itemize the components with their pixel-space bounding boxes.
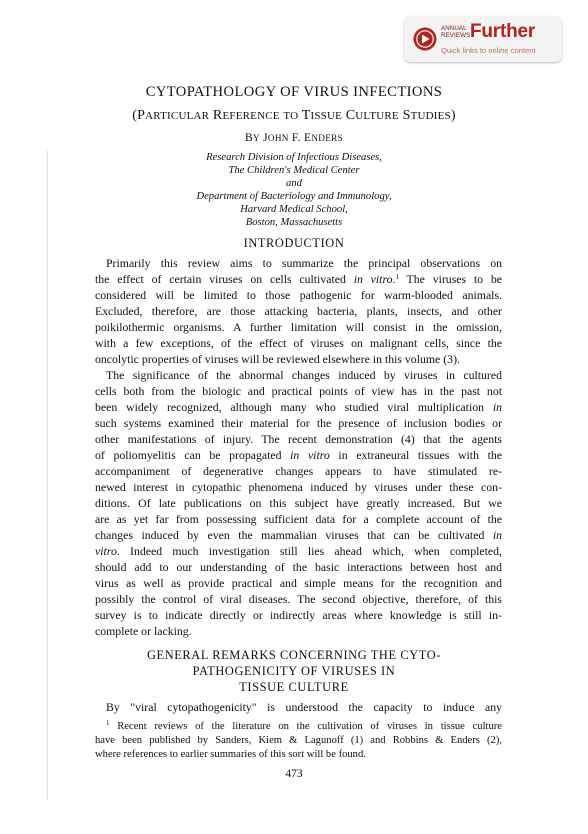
affiliation-line: The Children's Medical Center	[228, 165, 360, 176]
body-line: other manifestations of injury. The recent demonstration (4) that the agents	[95, 432, 502, 446]
body-line: accompaniment of degenerative changes appears to have stimulated re-	[95, 464, 502, 478]
author-name: JOHN F. ENDERS	[263, 132, 343, 144]
section-heading-general-remarks: PATHOGENICITY OF VIRUSES IN	[192, 664, 396, 678]
affiliation-line: Department of Bacteriology and Immunology,	[196, 191, 392, 202]
body-line: Primarily this review aims to summarize the principal observations on	[106, 256, 502, 270]
further-word: Further	[470, 21, 536, 42]
affiliation-line: Research Division of Infectious Diseases,	[206, 152, 382, 163]
subtitle-open-paren: (	[132, 108, 138, 123]
footnote-line: where references to earlier summaries of this sort will be found.	[95, 749, 366, 760]
further-subtitle: Quick links to online content	[441, 46, 536, 55]
article-title: CYTOPATHOLOGY OF VIRUS INFECTIONS	[145, 84, 443, 100]
section-heading-general-remarks: TISSUE CULTURE	[239, 680, 349, 694]
subtitle-close-paren: )	[450, 108, 456, 123]
body-line: are as yet far from possessing sufficient data for a complete account of the	[95, 512, 502, 526]
footnote-line: have been published by Sanders, Kiem & Lagunoff (1) and Robbins & Enders (2),	[95, 735, 502, 746]
section-heading-introduction: INTRODUCTION	[243, 236, 345, 250]
body-line: The significance of the abnormal changes induced by viruses in cultured	[106, 368, 502, 382]
section-heading-general-remarks: GENERAL REMARKS CONCERNING THE CYTO-	[147, 648, 441, 662]
body-line: poikilothermic organisms. A further limitation will consist in the omission,	[95, 320, 502, 334]
reviews-text: REVIEWS	[441, 32, 471, 39]
footnote-line: $^1$ Recent reviews of the literature on the cultivation of viruses in tissue culture	[106, 719, 502, 732]
body-line: cells both from the biologic and practical points of view has in the past not	[95, 384, 502, 398]
body-line: oncolytic properties of viruses will be reviewed elsewhere in this volume (3).	[95, 352, 460, 366]
body-line: possibly the control of viral diseases. The second objective, therefore, of this	[95, 592, 502, 606]
body-line: the effect of certain viruses on cells cultivated in vitro.$^1$ The viruses to be	[95, 272, 503, 286]
article-subtitle	[0, 108, 588, 124]
body-line: been widely recognized, although many who studied viral multiplication in	[95, 400, 502, 414]
annual-reviews-wordmark	[441, 25, 470, 39]
body-line: newed interest in cytopathic phenomena induced by viruses under these con-	[95, 480, 502, 494]
body-line: such systems examined their material for the presence of inclusion bodies or	[95, 416, 502, 430]
subtitle-word: CULTURE	[345, 108, 399, 123]
subtitle-word: PARTICULAR	[137, 108, 210, 123]
body-line: ditions. Of late publications on this subject have greatly increased. But we	[95, 496, 502, 510]
body-line: virus as well as provide practical and simple means for the recognition and	[95, 576, 502, 590]
body-line: of poliomyelitis can be propagated in vitro in extraneural tissues with the	[95, 448, 503, 462]
page-number: 473	[285, 768, 303, 780]
body-line: survey is to indicate directly or indirectly areas where knowledge is still in-	[95, 608, 502, 622]
body-line: considered will be limited to those pathogenic for warm-blooded animals.	[95, 288, 502, 302]
body-line: with a few exceptions, of the effect of viruses on malignant cells, since the	[95, 336, 502, 350]
annual-text: ANNUAL	[441, 25, 467, 32]
affiliation-line: and	[286, 178, 302, 189]
body-line: By "viral cytopathogenicity" is understood the capacity to induce any	[106, 700, 502, 714]
body-line: changes induced by even the mammalian viruses that can be cultivated in	[95, 528, 502, 542]
author-by: BY	[245, 132, 260, 144]
subtitle-word: TO	[283, 110, 299, 122]
body-line: should add to our understanding of the basic interactions between host and	[95, 560, 502, 574]
affiliation-line: Boston, Massachusetts	[245, 217, 343, 228]
body-line: Excluded, therefore, are those attacking bacteria, plants, insects, and other	[95, 304, 502, 318]
subtitle-word: REFERENCE	[212, 108, 280, 123]
affiliation-line: Harvard Medical School,	[240, 204, 348, 215]
further-banner-link[interactable]	[404, 16, 562, 62]
body-line: vitro. Indeed much investigation still lies ahead which, when completed,	[95, 544, 502, 558]
annual-reviews-logo-icon	[413, 27, 437, 51]
body-line: complete or lacking.	[95, 624, 192, 638]
subtitle-word: STUDIES	[402, 108, 451, 123]
subtitle-word: TISSUE	[301, 108, 343, 123]
author-line	[0, 132, 588, 144]
